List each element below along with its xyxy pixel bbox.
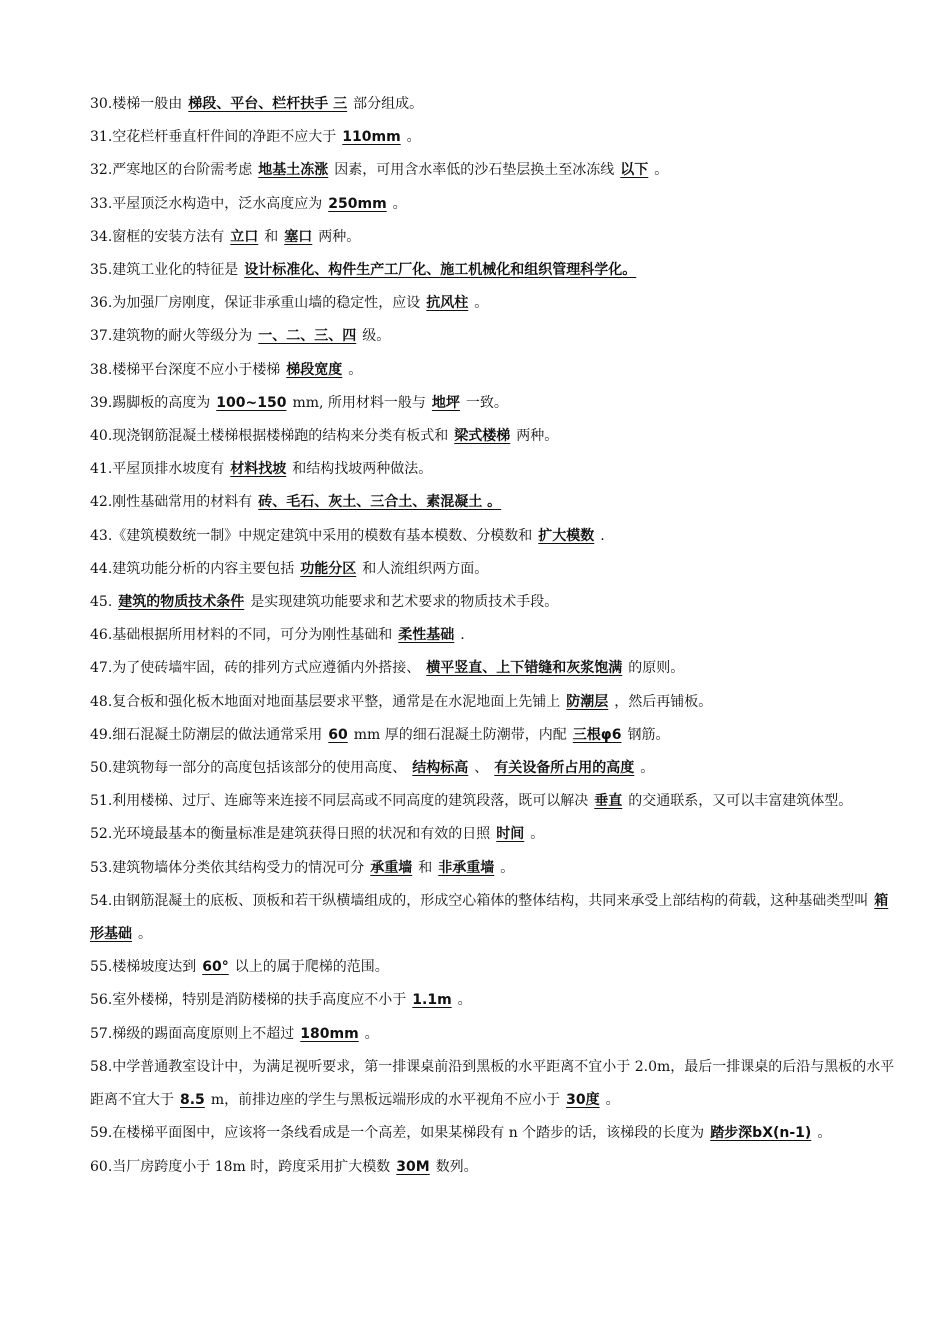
answer-blank: 以下 [620,162,649,179]
answer-blank: 110mm [342,129,401,146]
question-number: 60. [90,1158,113,1175]
question-text: 踢脚板的高度为 [112,394,211,411]
question-text: mm, 所用材料一般与 [292,394,426,411]
question-number: 56. [90,992,113,1009]
question-text: 。 [364,1025,379,1042]
question-text: 的交通联系，又可以丰富建筑体型。 [628,793,853,810]
question-text: 中学普通教室设计中，为满足视听要求，第一排课桌前沿到黑板的水平距离不宜小于 2.0m，最后一排课桌的后沿与黑板的水平距离不宜大于 [90,1058,895,1109]
answer-blank: 时间 [496,826,525,843]
question-text: 。 [457,992,472,1009]
answer-blank: 塞口 [284,228,313,245]
question-number: 57. [90,1025,113,1042]
question-number: 46. [90,627,113,644]
question-item [90,88,895,121]
question-item [90,951,895,984]
answer-blank: 30度 [566,1092,600,1109]
question-text: 。 [500,859,515,876]
question-text: 和 [264,228,279,245]
question-number: 32. [90,162,113,179]
question-text: 当厂房跨度小于 18m 时，跨度采用扩大模数 [112,1158,391,1175]
question-number: 39. [90,394,113,411]
question-item [90,154,895,187]
answer-blank: 扩大模数 [538,527,595,544]
question-text: 建筑工业化的特征是 [112,262,239,279]
question-text: 。 [605,1092,620,1109]
answer-blank: 60° [202,959,229,976]
question-number: 44. [90,560,113,577]
question-text: 和结构找坡两种做法。 [292,461,433,478]
question-number: 58. [90,1058,113,1075]
question-item [90,1018,895,1051]
question-item [90,885,895,951]
answer-blank: 一、二、三、四 [258,328,357,345]
answer-blank: 30M [396,1158,430,1175]
answer-blank: 功能分区 [300,560,357,577]
question-number: 48. [90,693,113,710]
question-text: 复合板和强化板木地面对地面基层要求平整，通常是在水泥地面上先铺上 [112,693,561,710]
question-text: 。 [392,195,407,212]
question-text: 楼梯一般由 [112,96,183,112]
question-item [90,287,895,320]
question-text: 细石混凝土防潮层的做法通常采用 [112,726,323,743]
answer-blank: 柔性基础 [398,627,455,644]
question-text: 建筑物墙体分类依其结构受力的情况可分 [112,859,365,876]
answer-blank: 踏步深bX(n-1) [710,1125,812,1142]
answer-blank: 地基土冻涨 [258,162,329,179]
question-text: 和 [418,859,433,876]
answer-blank: 建筑的物质技术条件 [118,594,245,611]
question-text: 光环境最基本的衡量标准是建筑获得日照的状况和有效的日照 [112,826,491,843]
question-text: 楼梯平台深度不应小于楼梯 [112,361,281,378]
answer-blank: 防潮层 [566,693,609,710]
question-item [90,520,895,553]
question-item [90,188,895,221]
question-text: 两种。 [318,228,361,245]
question-item [90,420,895,453]
question-item [90,984,895,1017]
question-text: 钢筋。 [627,726,670,743]
question-text: 。 [817,1125,832,1142]
question-number: 51. [90,793,113,810]
question-text: 级。 [362,328,391,345]
question-item [90,320,895,353]
question-item [90,354,895,387]
question-number: 33. [90,195,113,212]
question-number: 43. [90,527,113,544]
answer-blank: 60 [328,726,348,743]
question-text: 空花栏杆垂直杆件间的净距不应大于 [112,129,337,146]
question-text: m，前排边座的学生与黑板远端形成的水平视角不应小于 [210,1092,561,1109]
question-number: 31. [90,129,113,146]
question-text: 和人流组织两方面。 [362,560,489,577]
question-text: mm 厚的细石混凝土防潮带，内配 [353,726,567,743]
question-number: 50. [90,760,113,777]
question-number: 53. [90,859,113,876]
question-text: 是实现建筑功能要求和艺术要求的物质技术手段。 [250,594,559,611]
question-number: 35. [90,262,113,279]
answer-blank: 250mm [328,195,387,212]
question-item [90,586,895,619]
question-text: 室外楼梯，特别是消防楼梯的扶手高度应不小于 [112,992,407,1009]
question-text: 利用楼梯、过厅、连廊等来连接不同层高或不同高度的建筑段落，既可以解决 [112,793,589,810]
question-text: 、 [474,760,489,777]
answer-blank: 180mm [300,1025,359,1042]
question-item [90,1051,895,1117]
question-text: 严寒地区的台阶需考虑 [112,162,253,179]
question-text: ，然后再铺板。 [614,693,713,710]
answer-blank: 100~150 [216,394,287,411]
question-text: 为加强厂房刚度，保证非承重山墙的稳定性，应设 [112,295,421,312]
question-item [90,818,895,851]
question-number: 54. [90,892,113,909]
question-text: 的原则。 [628,660,685,677]
question-text: . [600,527,605,544]
question-text: 。 [530,826,545,843]
question-text: 由钢筋混凝土的底板、顶板和若干纵横墙组成的，形成空心箱体的整体结构，共同来承受上部结构的荷载，这种基础类型叫 [112,892,869,909]
question-number: 41. [90,461,113,478]
answer-blank: 结构标高 [412,760,469,777]
question-number: 34. [90,228,113,245]
question-list [90,88,895,1184]
question-number: 42. [90,494,113,511]
question-text: 。 [406,129,421,146]
question-item [90,221,895,254]
question-item [90,686,895,719]
answer-blank: 垂直 [594,793,623,810]
question-text: 为了使砖墙牢固，砖的排列方式应遵循内外搭接、 [112,660,421,677]
question-item [90,553,895,586]
question-item [90,453,895,486]
question-item [90,387,895,420]
question-text: 现浇钢筋混凝土楼梯根据楼梯跑的结构来分类有板式和 [112,428,449,445]
question-text: 因素，可用含水率低的沙石垫层换土至冰冻线 [334,162,615,179]
answer-blank: 三根φ6 [572,726,622,743]
question-text: 数列。 [435,1158,478,1175]
answer-blank: 承重墙 [370,859,413,876]
question-number: 45. [90,594,113,611]
question-number: 49. [90,726,113,743]
question-text: 窗框的安装方法有 [112,228,225,245]
answer-blank: 立口 [230,228,259,245]
question-text: 楼梯坡度达到 [112,959,197,976]
question-number: 38. [90,361,113,378]
question-item [90,1151,895,1184]
answer-blank: 材料找坡 [230,461,287,478]
question-number: 37. [90,328,113,345]
question-text: 基础根据所用材料的不同，可分为刚性基础和 [112,627,393,644]
question-text: 梯级的踢面高度原则上不超过 [112,1025,295,1042]
question-text: 。 [640,760,655,777]
answer-blank: 1.1m [412,992,452,1009]
answer-blank: 梯段宽度 [286,361,343,378]
answer-blank: 梁式楼梯 [454,428,511,445]
question-text: 平屋顶排水坡度有 [112,461,225,478]
answer-blank: 箱形基础 [90,892,889,943]
answer-blank: 8.5 [180,1092,205,1109]
question-text: 建筑功能分析的内容主要包括 [112,560,295,577]
question-text: 平屋顶泛水构造中，泛水高度应为 [112,195,323,212]
answer-blank: 梯段、平台、栏杆扶手 三 [188,96,348,112]
question-text: 《建筑模数统一制》中规定建筑中采用的模数有基本模数、分模数和 [112,527,533,544]
answer-blank: 砖、毛石、灰土、三合土、素混凝土 。 [258,494,502,511]
answer-blank: 非承重墙 [438,859,495,876]
question-item [90,486,895,519]
answer-blank: 横平竖直、上下错缝和灰浆饱满 [426,660,623,677]
answer-blank: 设计标准化、构件生产工厂化、施工机械化和组织管理科学化。 [244,262,637,279]
question-text: 一致。 [465,394,508,411]
question-text: 在楼梯平面图中，应该将一条线看成是一个高差，如果某梯段有 n 个踏步的话，该梯段的长度为 [112,1125,705,1142]
question-number: 47. [90,660,113,677]
question-item [90,254,895,287]
question-item [90,752,895,785]
question-item [90,785,895,818]
question-text: 。 [474,295,489,312]
question-item [90,652,895,685]
question-text: 建筑物每一部分的高度包括该部分的使用高度、 [112,760,407,777]
answer-blank: 有关设备所占用的高度 [494,760,635,777]
question-number: 30. [90,96,113,112]
question-text: 。 [348,361,363,378]
answer-blank: 抗风柱 [426,295,469,312]
question-item [90,1117,895,1150]
question-item [90,619,895,652]
question-text: 两种。 [516,428,559,445]
question-item [90,719,895,752]
question-text: 建筑物的耐火等级分为 [112,328,253,345]
question-number: 59. [90,1125,113,1142]
question-number: 36. [90,295,113,312]
question-text: 以上的属于爬梯的范围。 [234,959,389,976]
question-text: 部分组成。 [353,96,424,112]
question-text: 。 [138,926,152,943]
question-number: 40. [90,428,113,445]
question-text: 刚性基础常用的材料有 [112,494,253,511]
question-text: . [460,627,465,644]
answer-blank: 地坪 [431,394,460,411]
question-number: 55. [90,959,113,976]
question-text: 。 [654,162,669,179]
question-item [90,852,895,885]
question-item [90,121,895,154]
question-number: 52. [90,826,113,843]
